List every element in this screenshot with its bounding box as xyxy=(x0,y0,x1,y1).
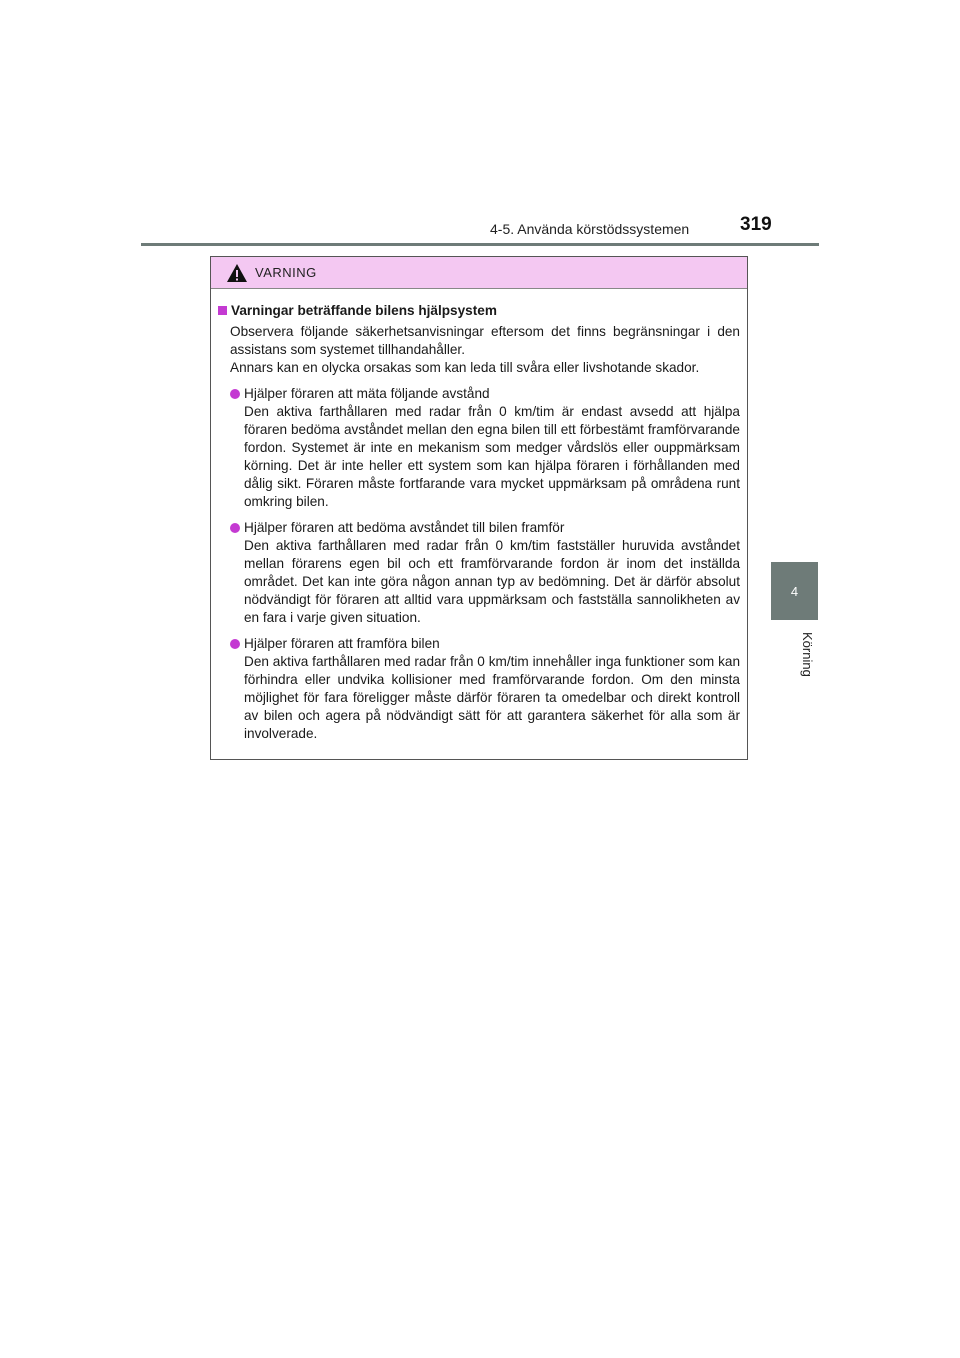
bullet-icon xyxy=(230,523,240,533)
warning-title-text: Varningar beträffande bilens hjälpsystem xyxy=(231,303,497,318)
intro-paragraph: Observera följande säkerhetsanvisningar eftersom det finns begränsningar i den assistans som systemet tillhandahåller. xyxy=(230,324,740,357)
list-item xyxy=(230,635,740,743)
chapter-number: 4 xyxy=(790,584,799,599)
chapter-name: Körning xyxy=(800,632,815,677)
list-item-text: Den aktiva farthållaren med radar från 0 km/tim fastställer huruvida avståndet mellan förarens egen bil och ett framförvarande fordon är inom det inställda området. Det kan inte göra någon annan typ av bedömning. Det är därför absolut nödvändigt för föraren att alltid vara uppmärksam och fastställa sannolikheten av en fara i varje given situation. xyxy=(244,538,740,625)
header-divider xyxy=(141,243,819,246)
intro-paragraph: Annars kan en olycka orsakas som kan leda till svåra eller livshotande skador. xyxy=(230,360,700,375)
warning-title xyxy=(218,302,740,320)
list-item-text: Den aktiva farthållaren med radar från 0 km/tim innehåller inga funktioner som kan förhindra eller undvika kollisioner med framförvarande fordon. Om den minsta möjlighet för fara föreligger måste därför föraren ta omedelbar och direkt kontroll av bilen och agera på nödvändigt sätt för att garantera säkerhet för alla som är involverade. xyxy=(244,654,740,741)
bullet-icon xyxy=(230,639,240,649)
warning-intro xyxy=(230,323,740,377)
square-bullet-icon xyxy=(218,306,227,315)
chapter-tab[interactable] xyxy=(771,562,818,620)
list-item xyxy=(230,519,740,627)
warning-triangle-icon xyxy=(226,263,248,283)
section-title: 4-5. Använda körstödssystemen xyxy=(490,221,690,237)
list-item-content xyxy=(244,519,740,627)
list-item-content xyxy=(244,385,740,511)
warning-label: VARNING xyxy=(255,265,317,280)
bullet-icon xyxy=(230,389,240,399)
list-item-title: Hjälper föraren att framföra bilen xyxy=(244,636,440,651)
warning-box xyxy=(210,256,748,760)
page-number: 319 xyxy=(740,214,772,235)
warning-body xyxy=(211,289,747,743)
list-item-title: Hjälper föraren att bedöma avståndet till bilen framför xyxy=(244,520,565,535)
list-item-text: Den aktiva farthållaren med radar från 0 km/tim är endast avsedd att hjälpa föraren bedöma avståndet mellan den egna bilen till ett förbestämt framförvarande fordon. Systemet är inte en mekanism som medger vårdslös eller ouppmärksam körning. Det är inte heller ett system som kan hjälpa föraren i förhållanden med dålig sikt. Föraren måste fortfarande vara mycket uppmärksam på områdena runt omkring bilen. xyxy=(244,404,740,509)
warning-header xyxy=(211,257,747,289)
list-item-title: Hjälper föraren att mäta följande avstånd xyxy=(244,386,490,401)
list-item-content xyxy=(244,635,740,743)
list-item xyxy=(230,385,740,511)
